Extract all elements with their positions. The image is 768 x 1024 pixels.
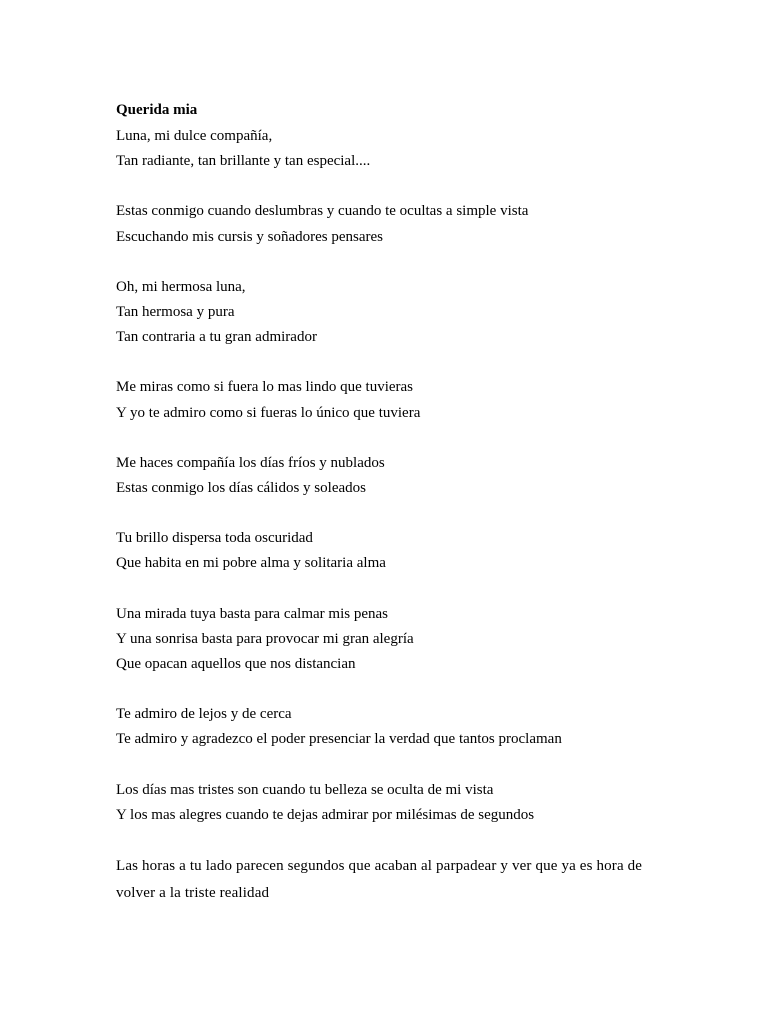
poem-line: Una mirada tuya basta para calmar mis penas [116, 605, 388, 622]
stanza [116, 526, 676, 576]
document-page [116, 99, 676, 932]
poem-line: Tan hermosa y pura [116, 304, 235, 321]
stanza [116, 275, 676, 351]
poem-line: Los días mas tristes son cuando tu belleza se oculta de mi vista [116, 781, 494, 798]
stanza [116, 602, 676, 678]
poem-line: Tan contraria a tu gran admirador [116, 329, 317, 346]
poem-line: Y yo te admiro como si fueras lo único que tuviera [116, 404, 421, 421]
stanza [116, 451, 676, 501]
poem-line: Luna, mi dulce compañía, [116, 128, 273, 144]
poem-line: Me miras como si fuera lo mas lindo que tuvieras [116, 379, 414, 396]
poem-line: Y los mas alegres cuando te dejas admirar por milésimas de segundos [116, 806, 535, 823]
stanza [116, 702, 676, 752]
stanza [116, 124, 676, 174]
poem-title: Querida mia [116, 102, 198, 118]
poem-line: Te admiro de lejos y de cerca [116, 706, 292, 723]
stanza [116, 375, 676, 425]
poem-line: Tu brillo dispersa toda oscuridad [116, 530, 313, 547]
poem-line: Que habita en mi pobre alma y solitaria alma [116, 555, 386, 572]
poem-line: Oh, mi hermosa luna, [116, 278, 246, 295]
poem-line: Tan radiante, tan brillante y tan especial.... [116, 153, 371, 170]
poem-line: Estas conmigo cuando deslumbras y cuando te ocultas a simple vista [116, 203, 529, 220]
poem-line: Que opacan aquellos que nos distancian [116, 656, 356, 673]
poem-line: Me haces compañía los días fríos y nublados [116, 454, 385, 471]
poem-line: Y una sonrisa basta para provocar mi gran alegría [116, 630, 414, 647]
stanza [116, 853, 676, 907]
poem-line: Estas conmigo los días cálidos y soleados [116, 480, 366, 497]
poem-line: Escuchando mis cursis y soñadores pensares [116, 228, 384, 245]
stanza [116, 778, 676, 828]
poem-line: Te admiro y agradezco el poder presenciar la verdad que tantos proclaman [116, 731, 562, 748]
poem-line: Las horas a tu lado parecen segundos que acaban al parpadear y ver que ya es hora de volver a la triste realidad [116, 858, 643, 902]
stanza [116, 199, 676, 249]
